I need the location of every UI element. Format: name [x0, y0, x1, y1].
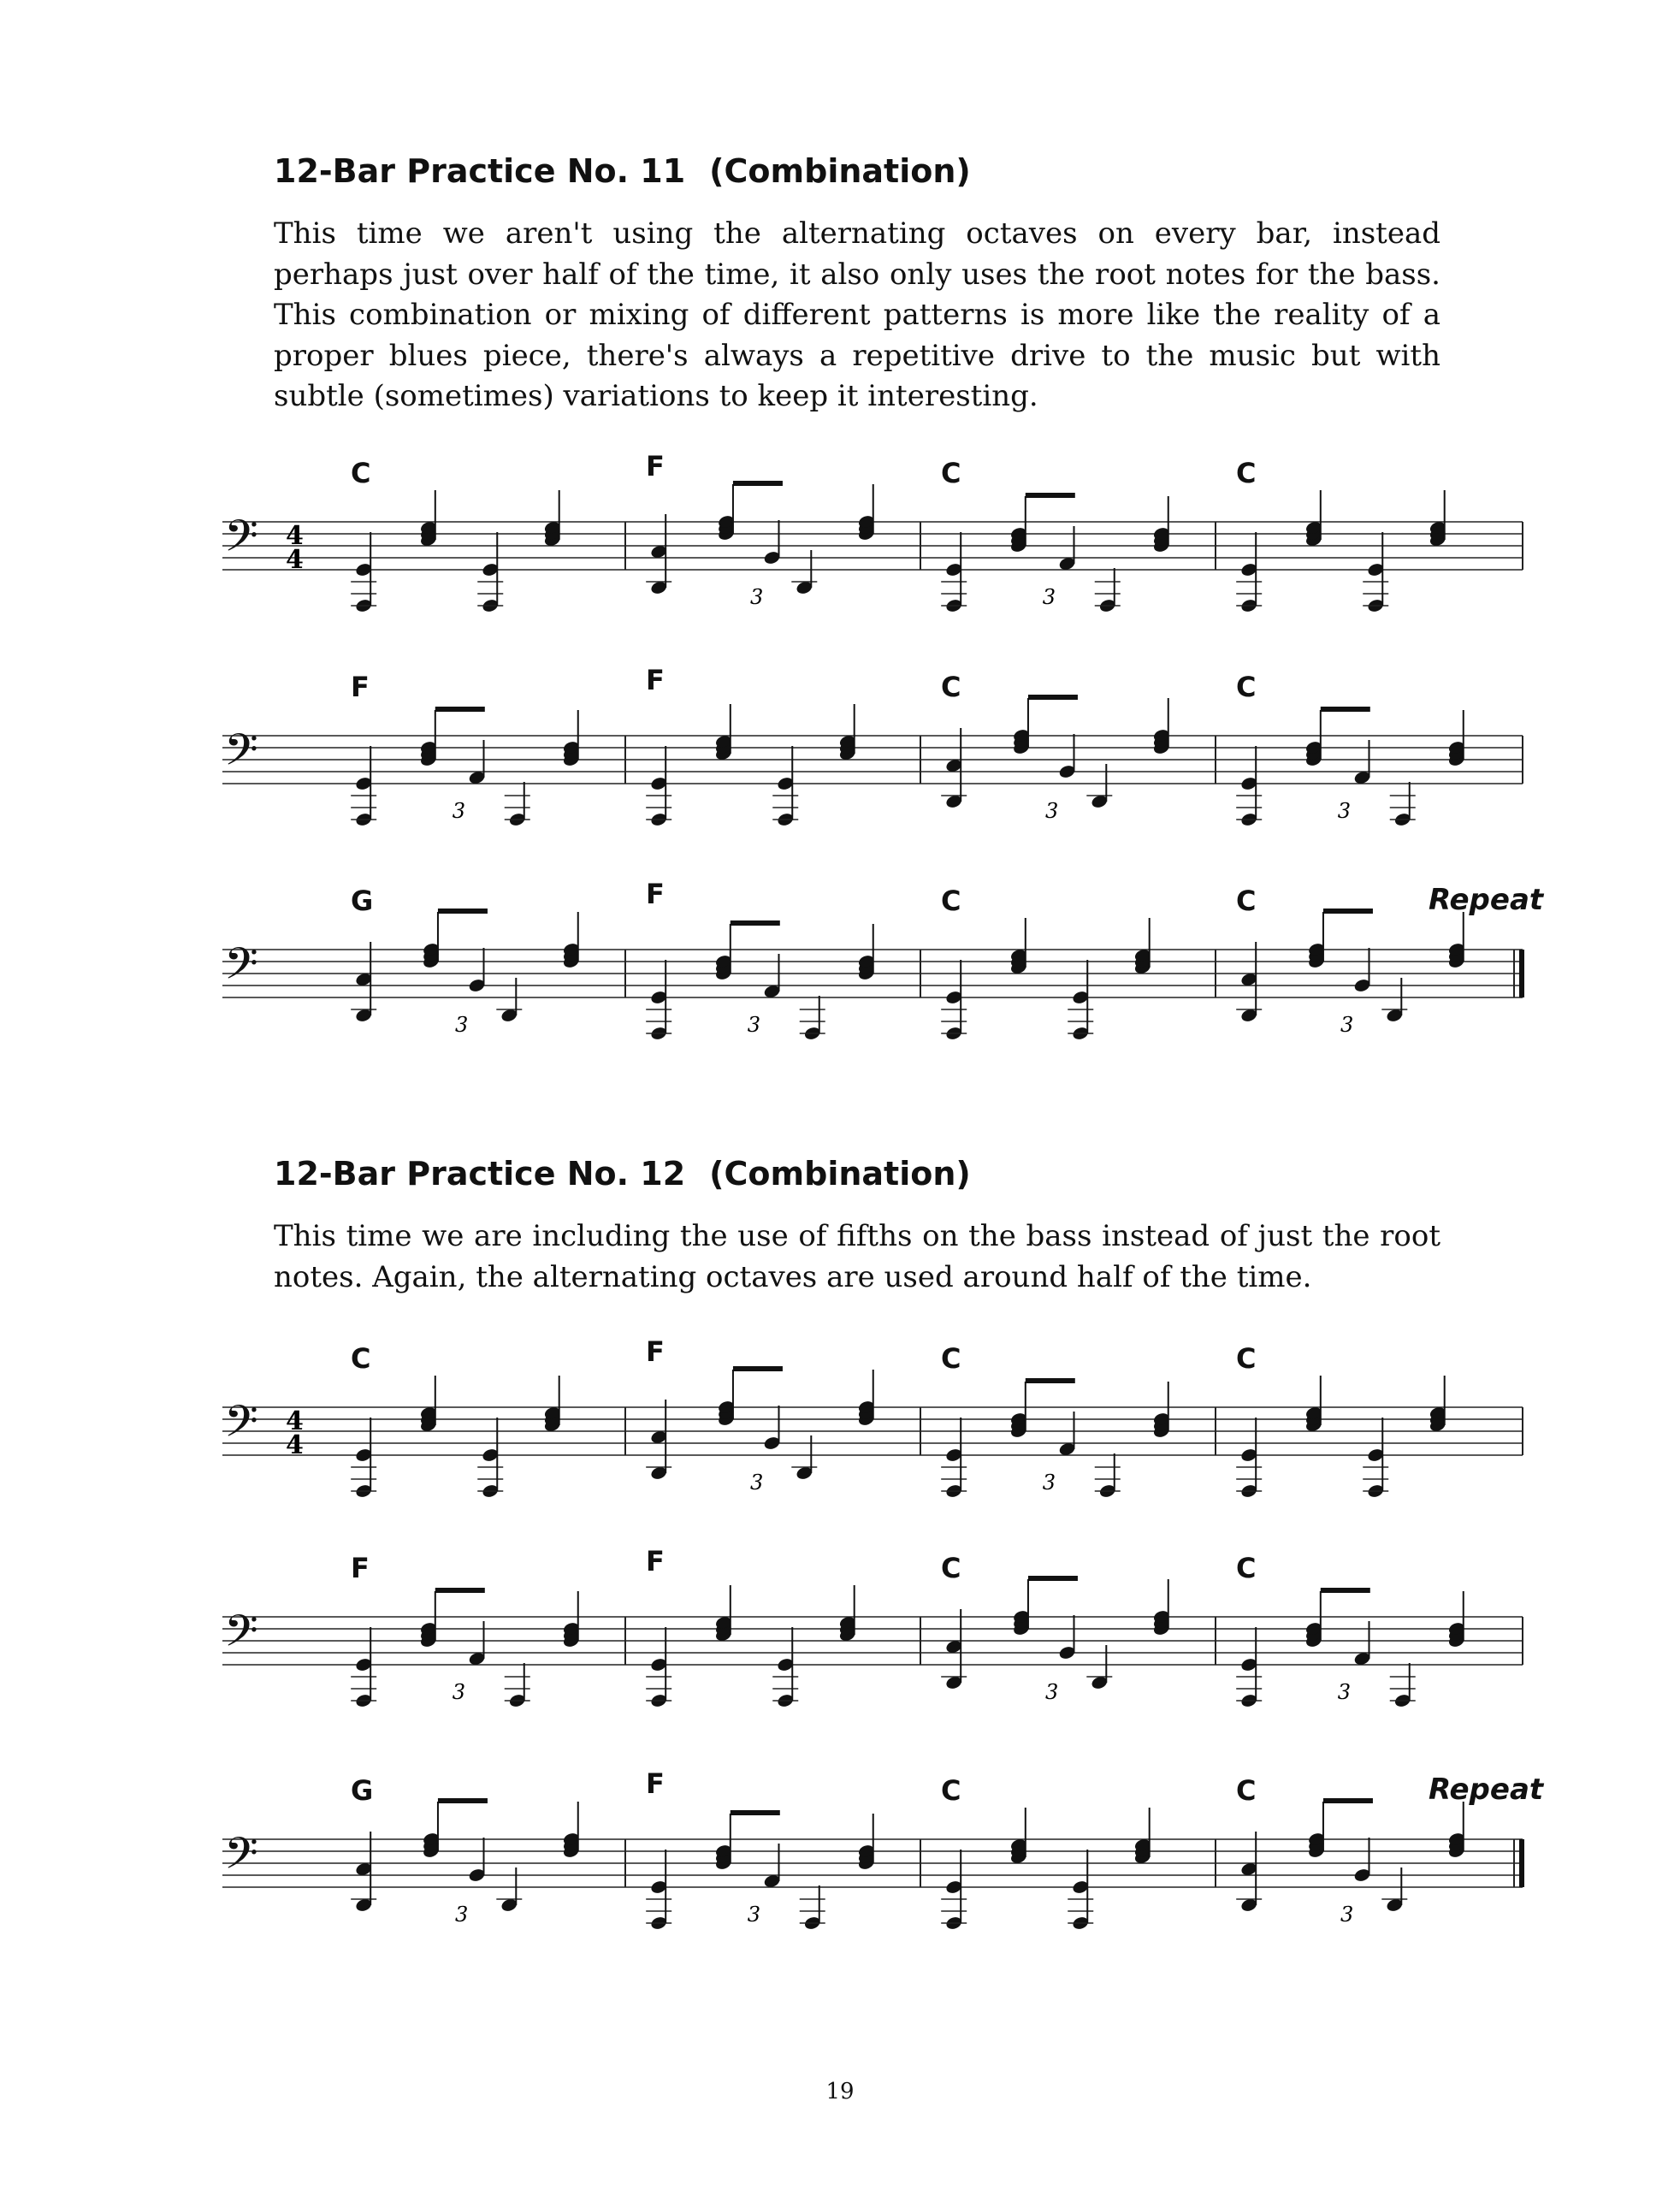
chord-symbol: C [941, 671, 961, 703]
chord-symbol: C [1236, 1774, 1257, 1807]
beam [1028, 1576, 1078, 1581]
beam [1026, 493, 1075, 498]
final-barline-thick [1519, 1839, 1524, 1887]
beam [435, 707, 485, 712]
chord-symbol: C [941, 1552, 961, 1584]
staff-notation [222, 1540, 1540, 1711]
staff-notation [222, 1762, 1540, 1933]
exercise-12-subtitle: (Combination) [709, 1155, 971, 1193]
triplet-label: 3 [452, 799, 466, 823]
triplet-label: 3 [454, 1903, 469, 1927]
triplet-label: 3 [747, 1013, 761, 1037]
time-signature-top: 4 [286, 1406, 304, 1436]
chord-symbol: F [646, 450, 665, 482]
chord-symbol: F [351, 671, 370, 703]
staff-notation [222, 445, 1540, 616]
chord-symbol: C [1236, 1342, 1257, 1375]
bass-clef-icon: 𝄢 [224, 938, 258, 1000]
bass-clef-icon: 𝄢 [224, 724, 258, 786]
chord-symbol: C [1236, 885, 1257, 917]
chord-symbol: C [941, 1774, 961, 1807]
repeat-marking: Repeat [1429, 883, 1544, 917]
exercise-12-title: 12-Bar Practice No. 12 [274, 1155, 686, 1193]
chord-symbol: G [351, 885, 374, 917]
beam [731, 1810, 780, 1815]
beam [1026, 1378, 1075, 1383]
chord-symbol: C [351, 1342, 371, 1375]
chord-symbol: G [351, 1774, 374, 1807]
chord-symbol: F [646, 1767, 665, 1800]
time-signature-top: 4 [286, 521, 304, 551]
exercise-12-description: This time we are including the use of fifths on the bass instead of just the root notes. Again, the alternating octaves are used around half of the time. [274, 1219, 1440, 1294]
staff-system [222, 1330, 1540, 1501]
triplet-label: 3 [749, 1471, 764, 1495]
beam [731, 920, 780, 926]
bass-clef-icon: 𝄢 [224, 1827, 258, 1890]
bass-clef-icon: 𝄢 [224, 1395, 258, 1458]
beam [438, 1798, 488, 1803]
chord-symbol: F [646, 878, 665, 910]
beam [435, 1588, 485, 1593]
triplet-label: 3 [747, 1903, 761, 1927]
chord-symbol: F [646, 664, 665, 696]
staff-system [222, 1540, 1540, 1711]
staff-system [222, 445, 1540, 616]
beam [1323, 1798, 1373, 1803]
page-number: 19 [825, 2079, 855, 2104]
exercise-11-title: 12-Bar Practice No. 11 [274, 152, 686, 190]
staff-system [222, 873, 1544, 1044]
staff-notation [222, 1330, 1540, 1501]
beam [1028, 695, 1078, 700]
chord-symbol: F [351, 1552, 370, 1584]
staff-system [222, 659, 1540, 830]
chord-symbol: F [646, 1545, 665, 1577]
beam [733, 1366, 783, 1371]
chord-symbol: C [941, 885, 961, 917]
triplet-label: 3 [452, 1680, 466, 1704]
staff-notation [222, 659, 1540, 830]
chord-symbol: F [646, 1335, 665, 1368]
chord-symbol: C [351, 457, 371, 489]
time-signature-bottom: 4 [286, 545, 304, 575]
triplet-label: 3 [1337, 799, 1352, 823]
chord-symbol: C [1236, 1552, 1257, 1584]
exercise-11-heading [274, 152, 971, 190]
triplet-label: 3 [1340, 1013, 1354, 1037]
exercise-12-heading [274, 1155, 971, 1193]
triplet-label: 3 [749, 585, 764, 609]
beam [1321, 1588, 1370, 1593]
triplet-label: 3 [454, 1013, 469, 1037]
beam [438, 909, 488, 914]
chord-symbol: C [1236, 457, 1257, 489]
bass-clef-icon: 𝄢 [224, 510, 258, 572]
chord-symbol: C [941, 457, 961, 489]
triplet-label: 3 [1044, 799, 1059, 823]
final-barline-thick [1519, 950, 1524, 997]
triplet-label: 3 [1340, 1903, 1354, 1927]
staff-notation [222, 873, 1540, 1044]
chord-symbol: C [941, 1342, 961, 1375]
triplet-label: 3 [1042, 1471, 1056, 1495]
triplet-label: 3 [1337, 1680, 1352, 1704]
exercise-11-subtitle: (Combination) [709, 152, 971, 190]
repeat-marking: Repeat [1429, 1773, 1544, 1807]
beam [1323, 909, 1373, 914]
exercise-11-description: This time we aren't using the alternating octaves on every bar, instead perhaps just over half of the time, it also only uses the root notes for the bass. This combination or mixing of different patterns is more like the reality of a proper blues piece, there's always a repetitive drive to the music but with subtle (sometimes) variations to keep it interesting. [274, 216, 1440, 413]
triplet-label: 3 [1042, 585, 1056, 609]
triplet-label: 3 [1044, 1680, 1059, 1704]
bass-clef-icon: 𝄢 [224, 1605, 258, 1667]
staff-system [222, 1762, 1544, 1933]
beam [1321, 707, 1370, 712]
time-signature-bottom: 4 [286, 1430, 304, 1460]
chord-symbol: C [1236, 671, 1257, 703]
beam [733, 481, 783, 486]
